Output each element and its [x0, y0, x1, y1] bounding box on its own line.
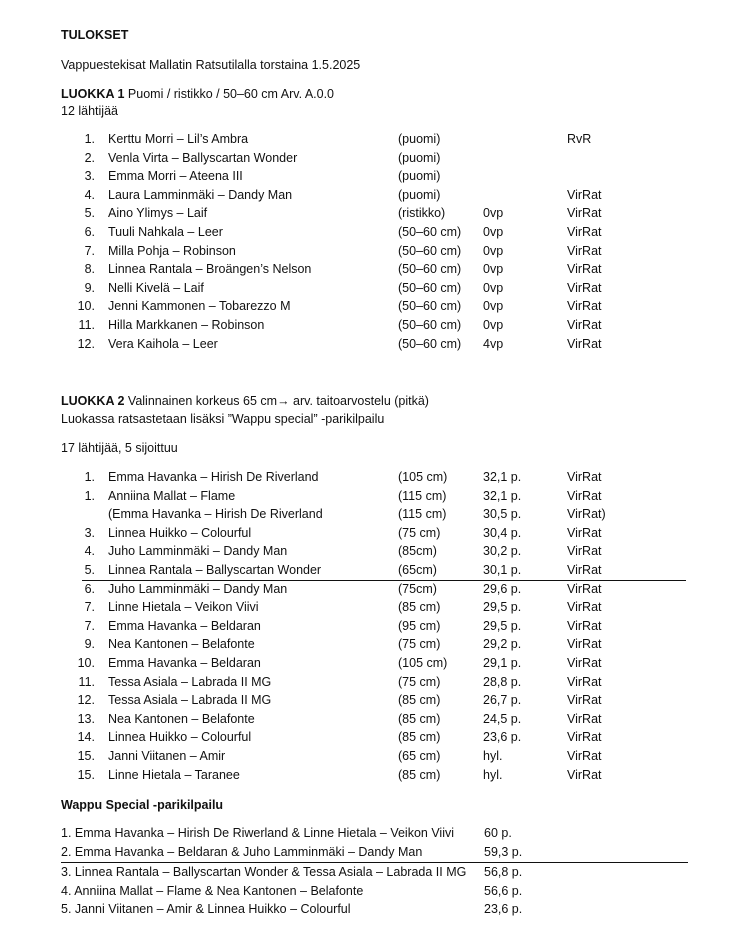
jump-height: (65 cm): [398, 749, 441, 763]
result-row: [0, 691, 747, 709]
rider-horse: Linnea Rantala – Ballyscartan Wonder: [108, 563, 322, 577]
club-name: VirRat: [567, 488, 602, 503]
rider-horse: Linnea Huikko – Colourful: [108, 525, 252, 540]
club-name: VirRat: [567, 749, 602, 763]
jump-height: (ristikko): [398, 206, 446, 221]
score: 23,6 p.: [483, 730, 522, 745]
rider-horse: Linnea Huikko – Colourful: [108, 730, 252, 745]
jump-height: (95 cm): [398, 618, 441, 633]
rider-horse: Anniina Mallat – Flame: [108, 488, 236, 503]
result-row: [0, 297, 747, 315]
club-name: VirRat: [567, 730, 602, 745]
score: 0vp: [483, 206, 504, 221]
placing-number: 3.: [84, 169, 95, 184]
result-row: [0, 747, 747, 765]
score: 24,5 p.: [483, 711, 522, 726]
result-row: [0, 335, 747, 353]
result-row: [0, 242, 747, 260]
result-row: [0, 186, 747, 204]
rider-horse: Tessa Asiala – Labrada II MG: [108, 693, 272, 708]
score: hyl.: [483, 749, 503, 763]
placing-number: 4.: [84, 187, 95, 202]
jump-height: (puomi): [398, 132, 441, 146]
score: 30,2 p.: [483, 544, 522, 559]
club-name: VirRat: [567, 225, 602, 239]
jump-height: (puomi): [398, 150, 441, 165]
jump-height: (75cm): [398, 581, 437, 596]
placing-number: 5.: [84, 563, 95, 577]
wappu-title: Wappu Special -parikilpailu: [61, 798, 224, 812]
club-name: VirRat: [567, 336, 602, 351]
jump-height: (50–60 cm): [398, 299, 462, 314]
score: 29,5 p.: [483, 600, 522, 615]
result-row: [0, 580, 747, 598]
event-title: Vappuestekisat Mallatin Ratsutilalla torstaina 1.5.2025: [61, 58, 361, 72]
result-row: [0, 260, 747, 278]
rider-horse: Nelli Kivelä – Laif: [108, 280, 204, 295]
jump-height: (puomi): [398, 187, 441, 202]
placing-number: 10.: [77, 299, 95, 314]
score: 0vp: [483, 225, 504, 239]
rider-horse: Juho Lamminmäki – Dandy Man: [108, 581, 288, 596]
class2-label: LUOKKA 2: [61, 394, 125, 408]
club-name: VirRat: [567, 280, 602, 295]
result-row: [0, 130, 747, 148]
club-name: VirRat: [567, 243, 602, 258]
jump-height: (115 cm): [398, 507, 447, 522]
result-row: [0, 204, 747, 222]
score: 32,1 p.: [483, 470, 522, 484]
placing-number: 12.: [77, 693, 95, 708]
rider-horse: Aino Ylimys – Laif: [108, 206, 208, 221]
club-name: VirRat: [567, 618, 602, 633]
pair-score: 59,3 p.: [484, 845, 523, 859]
score: 0vp: [483, 318, 504, 332]
club-name: VirRat: [567, 637, 602, 652]
score: 26,7 p.: [483, 693, 522, 708]
placing-number: 9.: [84, 280, 95, 295]
club-name: VirRat: [567, 693, 602, 708]
result-row: [0, 728, 747, 746]
jump-height: (50–60 cm): [398, 225, 462, 239]
rider-horse: Jenni Kammonen – Tobarezzo M: [108, 299, 291, 314]
club-name: VirRat: [567, 581, 602, 596]
score: 28,8 p.: [483, 674, 522, 689]
placing-number: 7.: [84, 243, 95, 258]
club-name: VirRat: [567, 600, 602, 615]
placing-number: 13.: [77, 711, 95, 726]
club-name: VirRat): [567, 507, 606, 522]
result-row: [0, 487, 747, 505]
placing-number: 5.: [84, 206, 95, 221]
rider-horse: Kerttu Morri – Lil’s Ambra: [108, 132, 249, 146]
jump-height: (85 cm): [398, 711, 441, 726]
jump-height: (105 cm): [398, 656, 448, 670]
placing-number: 11.: [78, 674, 95, 689]
score: 32,1 p.: [483, 488, 522, 503]
score: 4vp: [483, 336, 504, 351]
pair-names: 5. Janni Viitanen – Amir & Linnea Huikko – Colourful: [61, 902, 351, 916]
rider-horse: Emma Havanka – Beldaran: [108, 656, 261, 670]
club-name: VirRat: [567, 470, 602, 484]
wappu-divider: [61, 862, 688, 863]
jump-height: (115 cm): [398, 488, 447, 503]
result-row: [0, 635, 747, 653]
result-row: [0, 598, 747, 616]
club-name: VirRat: [567, 674, 602, 689]
placing-number: 6.: [84, 225, 95, 239]
class1-label: LUOKKA 1: [61, 87, 125, 101]
placing-number: 1.: [84, 470, 95, 484]
score: 0vp: [483, 243, 504, 258]
jump-height: (85 cm): [398, 693, 441, 708]
rider-horse: Tuuli Nahkala – Leer: [108, 225, 223, 239]
club-name: VirRat: [567, 525, 602, 540]
placing-number: 3.: [84, 525, 95, 540]
rider-horse: Linne Hietala – Taranee: [108, 767, 240, 782]
result-row: [0, 316, 747, 334]
club-name: VirRat: [567, 187, 602, 202]
rider-horse: Emma Morri – Ateena III: [108, 169, 243, 184]
jump-height: (105 cm): [398, 470, 448, 484]
result-row: [0, 505, 747, 523]
rider-horse: Nea Kantonen – Belafonte: [108, 711, 255, 726]
pair-names: 4. Anniina Mallat – Flame & Nea Kantonen – Belafonte: [61, 884, 364, 898]
score: hyl.: [483, 767, 503, 782]
club-name: VirRat: [567, 262, 602, 277]
score: 29,6 p.: [483, 581, 522, 596]
rider-horse: (Emma Havanka – Hirish De Riverland: [108, 507, 323, 522]
club-name: VirRat: [567, 563, 602, 577]
pair-result-row: [0, 843, 747, 861]
result-row: [0, 654, 747, 672]
jump-height: (65cm): [398, 563, 437, 577]
class2-note: Luokassa ratsastetaan lisäksi ”Wappu special” -parikilpailu: [61, 412, 385, 426]
club-name: VirRat: [567, 318, 602, 332]
placing-number: 2.: [84, 150, 95, 165]
score: 30,4 p.: [483, 525, 522, 540]
result-row: [0, 167, 747, 185]
class1-heading: [61, 86, 334, 102]
pair-score: 56,6 p.: [484, 884, 523, 898]
placing-number: 1.: [84, 132, 95, 146]
pair-score: 60 p.: [484, 826, 512, 840]
pair-score: 56,8 p.: [484, 865, 523, 879]
result-row: [0, 561, 747, 579]
rider-horse: Milla Pohja – Robinson: [108, 243, 236, 258]
result-row: [0, 149, 747, 167]
placing-number: 7.: [84, 600, 95, 615]
page-title: TULOKSET: [61, 28, 129, 42]
placing-number: 10.: [77, 656, 95, 670]
score: 30,1 p.: [483, 563, 522, 577]
jump-height: (85cm): [398, 544, 437, 559]
placing-number: 15.: [77, 767, 95, 782]
score: 0vp: [483, 262, 504, 277]
pair-result-row: [0, 882, 747, 900]
jump-height: (75 cm): [398, 525, 441, 540]
rider-horse: Linne Hietala – Veikon Viivi: [108, 600, 259, 615]
jump-height: (50–60 cm): [398, 318, 462, 332]
rider-horse: Hilla Markkanen – Robinson: [108, 318, 265, 332]
result-row: [0, 279, 747, 297]
pair-names: 2. Emma Havanka – Beldaran & Juho Lamminmäki – Dandy Man: [61, 845, 423, 859]
rider-horse: Venla Virta – Ballyscartan Wonder: [108, 150, 298, 165]
placing-number: 1.: [84, 488, 95, 503]
jump-height: (85 cm): [398, 600, 441, 615]
class2-description: Valinnainen korkeus 65 cm→ arv. taitoarvostelu (pitkä): [124, 394, 429, 408]
club-name: VirRat: [567, 656, 602, 670]
rider-horse: Emma Havanka – Beldaran: [108, 618, 261, 633]
class2-heading: [61, 393, 429, 409]
score: 29,5 p.: [483, 618, 522, 633]
class2-starters: 17 lähtijää, 5 sijoittuu: [61, 441, 178, 455]
jump-height: (50–60 cm): [398, 280, 462, 295]
jump-height: (75 cm): [398, 637, 441, 652]
club-name: VirRat: [567, 544, 602, 559]
placing-number: 11.: [78, 318, 95, 332]
club-name: RvR: [567, 132, 592, 146]
club-name: VirRat: [567, 711, 602, 726]
pair-score: 23,6 p.: [484, 902, 523, 916]
rider-horse: Vera Kaihola – Leer: [108, 336, 218, 351]
rider-horse: Linnea Rantala – Broängen’s Nelson: [108, 262, 312, 277]
placing-number: 8.: [84, 262, 95, 277]
pair-names: 1. Emma Havanka – Hirish De Riwerland & Linne Hietala – Veikon Viivi: [61, 826, 455, 840]
placing-number: 7.: [84, 618, 95, 633]
result-row: [0, 468, 747, 486]
club-name: VirRat: [567, 299, 602, 314]
score: 29,2 p.: [483, 637, 522, 652]
rider-horse: Laura Lamminmäki – Dandy Man: [108, 187, 293, 202]
rider-horse: Tessa Asiala – Labrada II MG: [108, 674, 272, 689]
placing-number: 6.: [84, 581, 95, 596]
pair-names: 3. Linnea Rantala – Ballyscartan Wonder & Tessa Asiala – Labrada II MG: [61, 865, 467, 879]
jump-height: (85 cm): [398, 730, 441, 745]
placing-divider: [82, 580, 686, 581]
result-row: [0, 766, 747, 784]
result-row: [0, 524, 747, 542]
result-row: [0, 710, 747, 728]
pair-result-row: [0, 900, 747, 918]
jump-height: (50–60 cm): [398, 336, 462, 351]
score: 0vp: [483, 280, 504, 295]
jump-height: (75 cm): [398, 674, 441, 689]
rider-horse: Janni Viitanen – Amir: [108, 749, 226, 763]
result-row: [0, 542, 747, 560]
jump-height: (50–60 cm): [398, 262, 462, 277]
jump-height: (50–60 cm): [398, 243, 462, 258]
jump-height: (85 cm): [398, 767, 441, 782]
rider-horse: Emma Havanka – Hirish De Riverland: [108, 470, 319, 484]
placing-number: 14.: [77, 730, 95, 745]
result-row: [0, 223, 747, 241]
jump-height: (puomi): [398, 169, 441, 184]
result-row: [0, 617, 747, 635]
score: 29,1 p.: [483, 656, 522, 670]
rider-horse: Nea Kantonen – Belafonte: [108, 637, 255, 652]
pair-result-row: [0, 824, 747, 842]
club-name: VirRat: [567, 206, 602, 221]
placing-number: 9.: [84, 637, 95, 652]
placing-number: 15.: [77, 749, 95, 763]
class1-description: Puomi / ristikko / 50–60 cm Arv. A.0.0: [124, 87, 335, 101]
pair-result-row: [0, 863, 747, 881]
result-row: [0, 673, 747, 691]
score: 0vp: [483, 299, 504, 314]
score: 30,5 p.: [483, 507, 522, 522]
rider-horse: Juho Lamminmäki – Dandy Man: [108, 544, 288, 559]
placing-number: 4.: [84, 544, 95, 559]
club-name: VirRat: [567, 767, 602, 782]
class1-starters: 12 lähtijää: [61, 104, 118, 118]
placing-number: 12.: [77, 336, 95, 351]
